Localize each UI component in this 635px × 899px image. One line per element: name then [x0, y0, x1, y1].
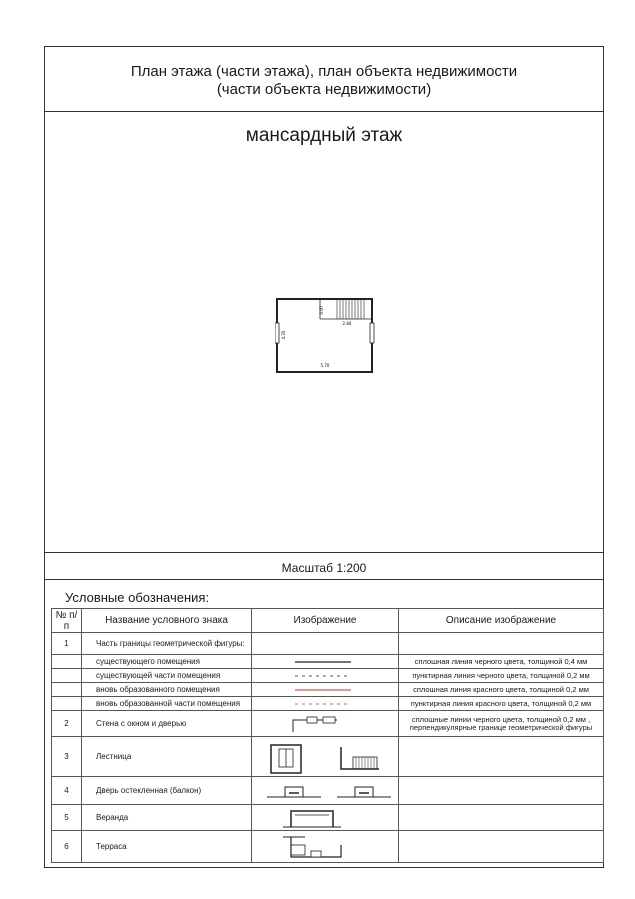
col-desc: Описание изображение: [399, 609, 604, 633]
legend-row: вновь образованной части помещения пунктирная линия красного цвета, толщиной 0,2 мм: [52, 697, 604, 711]
dim-stair-h: 0.97: [319, 305, 324, 315]
legend-row: 3 Лестница: [52, 737, 604, 777]
dim-height: 4.35: [281, 330, 286, 340]
legend-row: существующей части помещения пунктирная линия черного цвета, толщиной 0,2 мм: [52, 669, 604, 683]
legend-row: 5 Веранда: [52, 805, 604, 831]
legend-row: 4 Дверь остекленная (балкон): [52, 777, 604, 805]
col-name: Название условного знака: [82, 609, 252, 633]
legend-heading: Условные обозначения:: [65, 590, 210, 605]
terrace-icon: [252, 831, 399, 863]
staircase-icon: [252, 737, 399, 777]
solid-black-line-icon: [252, 655, 399, 669]
dashed-black-line-icon: [252, 669, 399, 683]
legend-row: 2 Стена с окном и дверью сплошные линии черного цвета, толщиной 0,2 мм , перпендикулярные границе геометрической фигуры: [52, 711, 604, 737]
dashed-red-line-icon: [252, 697, 399, 711]
legend-row: 1 Часть границы геометрической фигуры:: [52, 633, 604, 655]
divider: [45, 111, 603, 112]
legend-row: существующего помещения сплошная линия черного цвета, толщиной 0,4 мм: [52, 655, 604, 669]
floor-plan: [275, 297, 375, 377]
scale-label: Масштаб 1:200: [281, 561, 367, 575]
legend-row: 6 Терраса: [52, 831, 604, 863]
document-title: [45, 63, 603, 99]
divider: [45, 579, 603, 580]
col-num: № п/п: [52, 609, 82, 633]
col-image: Изображение: [252, 609, 399, 633]
title-line-2: (части объекта недвижимости): [216, 81, 432, 98]
dim-stair-w: 2.84: [342, 321, 352, 326]
legend-header-row: [52, 609, 604, 633]
document-sheet: [44, 46, 604, 868]
wall-window-door-icon: [252, 711, 399, 737]
veranda-icon: [252, 805, 399, 831]
glazed-door-icon: [252, 777, 399, 805]
dim-width: 5.70: [320, 363, 330, 368]
title-line-1: План этажа (части этажа), план объекта недвижимости: [130, 63, 518, 80]
legend-table: [51, 608, 604, 863]
divider: [45, 552, 603, 553]
solid-red-line-icon: [252, 683, 399, 697]
floor-name: мансардный этаж: [245, 125, 403, 146]
legend-row: вновь образованного помещения сплошная линия красного цвета, толщиной 0,2 мм: [52, 683, 604, 697]
